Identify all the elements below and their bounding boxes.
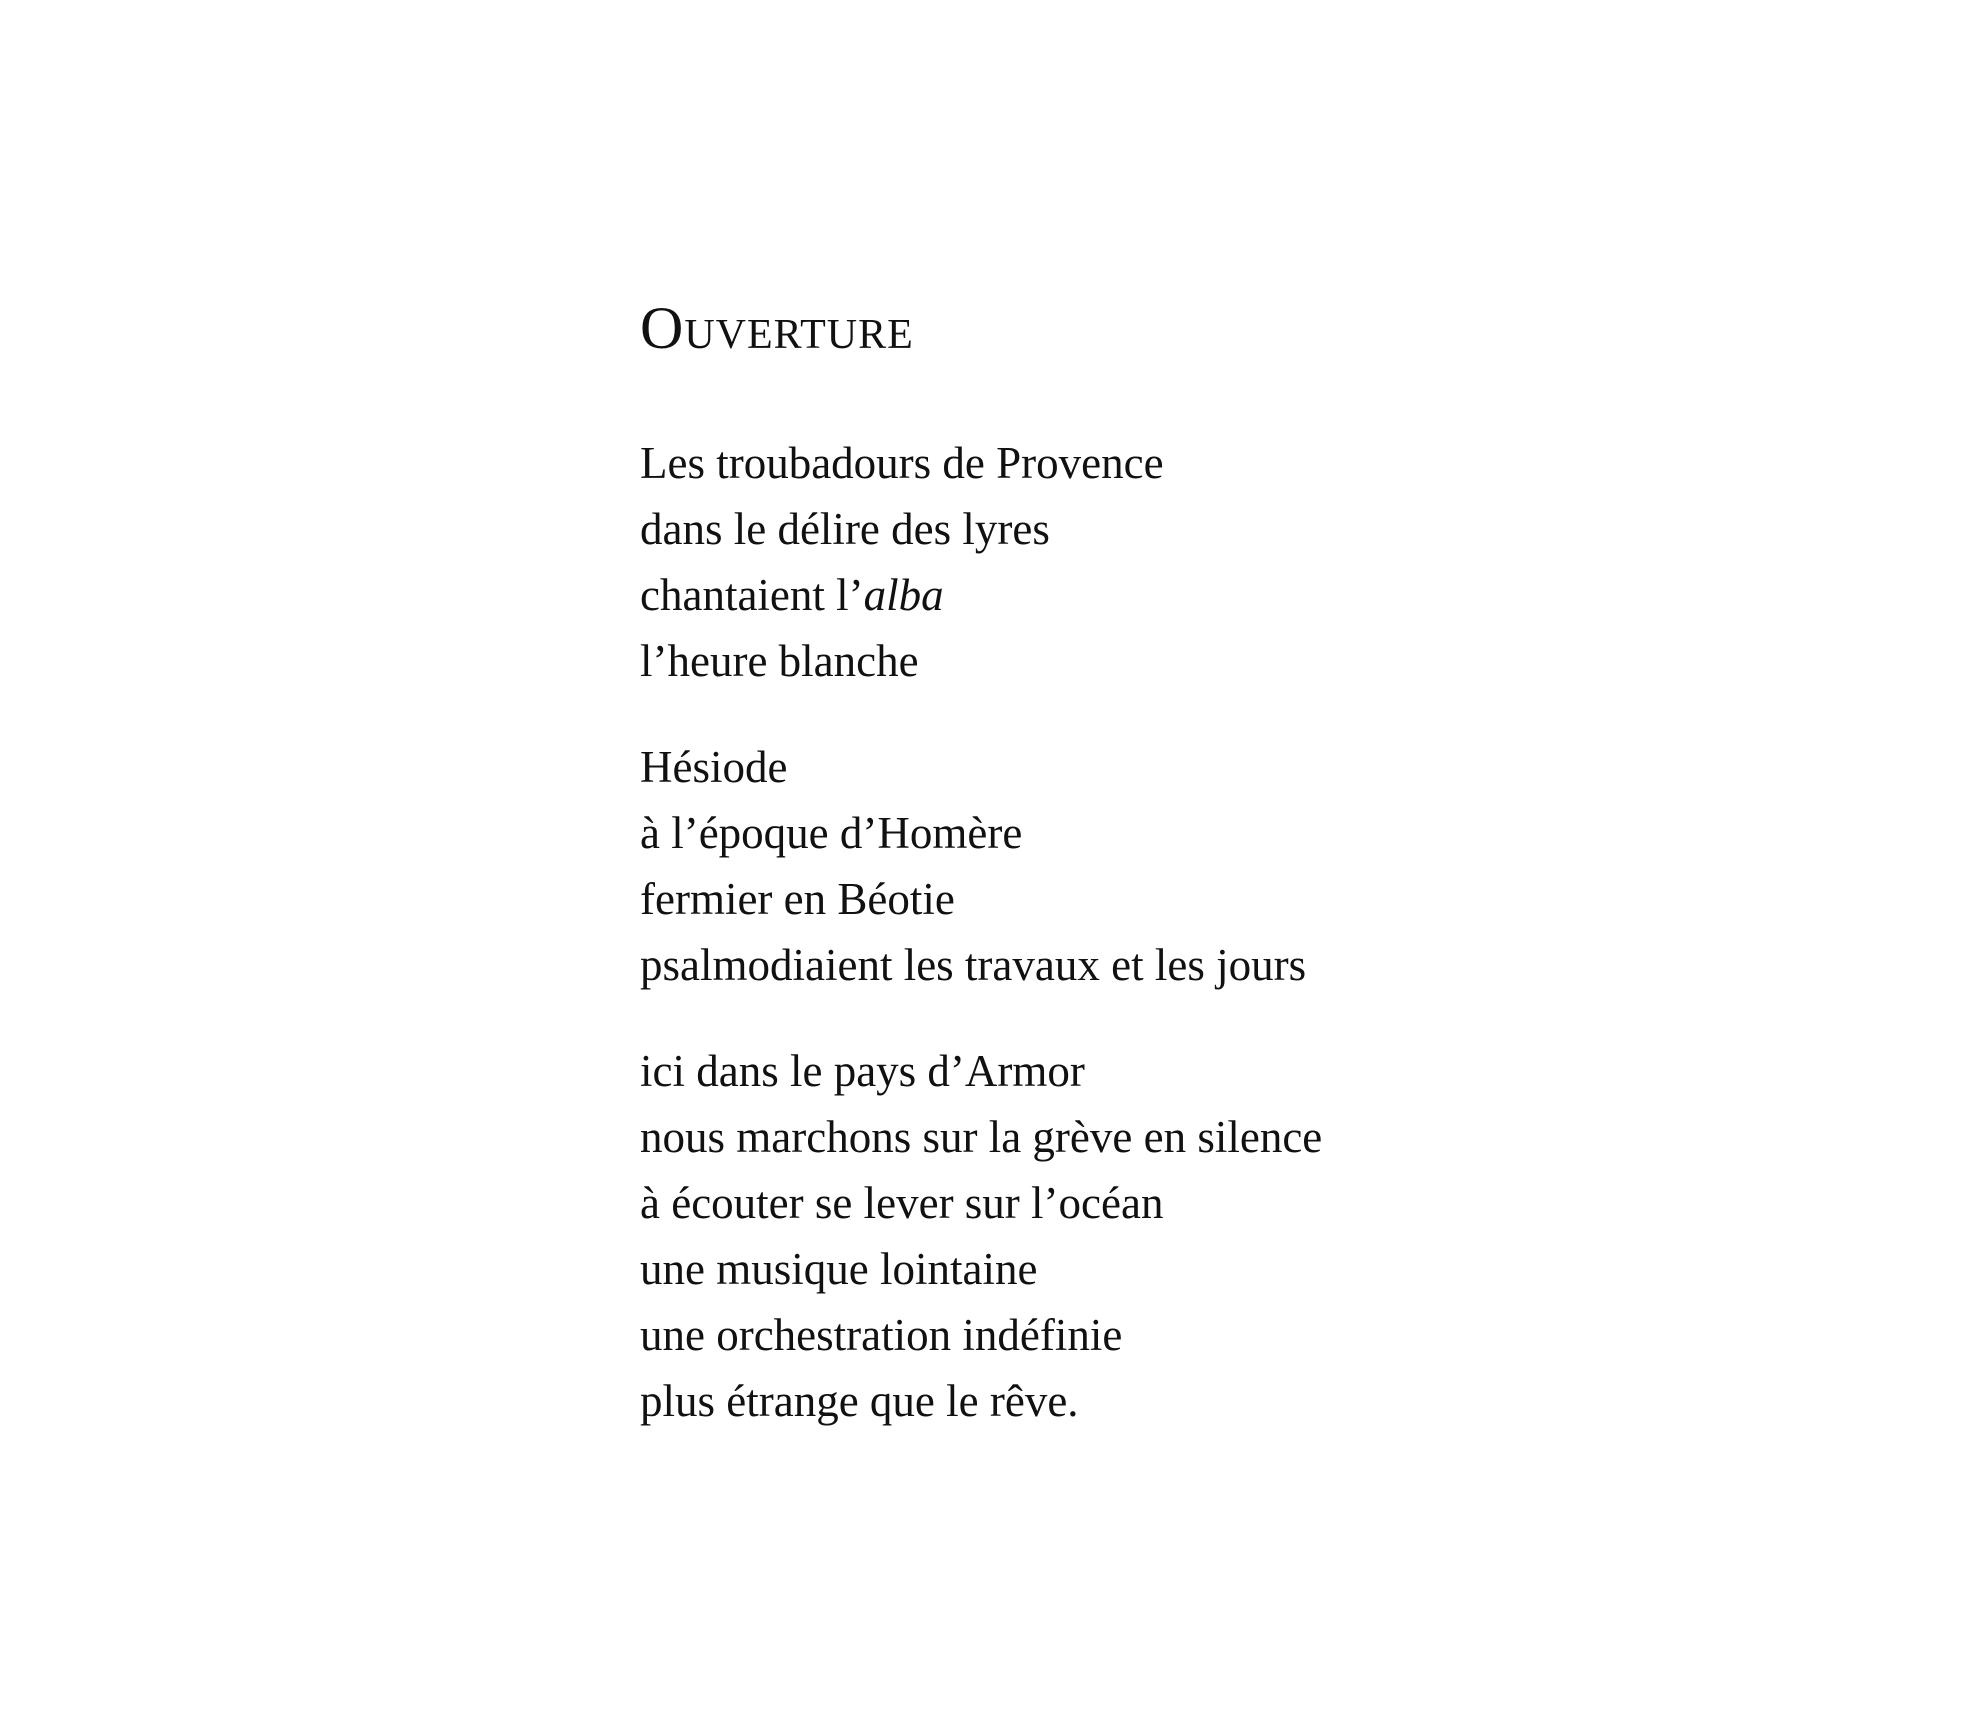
poem-line: l’heure blanche	[640, 636, 919, 686]
stanza-1	[640, 430, 1640, 694]
poem-line: psalmodiaient les travaux et les jours	[640, 940, 1307, 990]
poem-line: à écouter se lever sur l’océan	[640, 1178, 1164, 1228]
poem	[640, 292, 1640, 1434]
poem-line-prefix: chantaient l’	[640, 570, 864, 620]
poem-line: dans le délire des lyres	[640, 504, 1050, 554]
poem-line: plus étrange que le rêve.	[640, 1376, 1079, 1426]
stanza-2	[640, 734, 1640, 998]
poem-line: une musique lointaine	[640, 1244, 1038, 1294]
poem-line: à l’époque d’Homère	[640, 808, 1023, 858]
poem-line	[640, 562, 1640, 628]
stanza-3	[640, 1038, 1640, 1434]
poem-line: ici dans le pays d’Armor	[640, 1046, 1085, 1096]
poem-line: une orchestration indéfinie	[640, 1310, 1123, 1360]
italic-word: alba	[863, 570, 944, 620]
poem-line: nous marchons sur la grève en silence	[640, 1112, 1323, 1162]
poem-line: Hésiode	[640, 742, 788, 792]
poem-line: fermier en Béotie	[640, 874, 955, 924]
poem-title: Ouverture	[640, 295, 914, 361]
poem-line: Les troubadours de Provence	[640, 438, 1164, 488]
